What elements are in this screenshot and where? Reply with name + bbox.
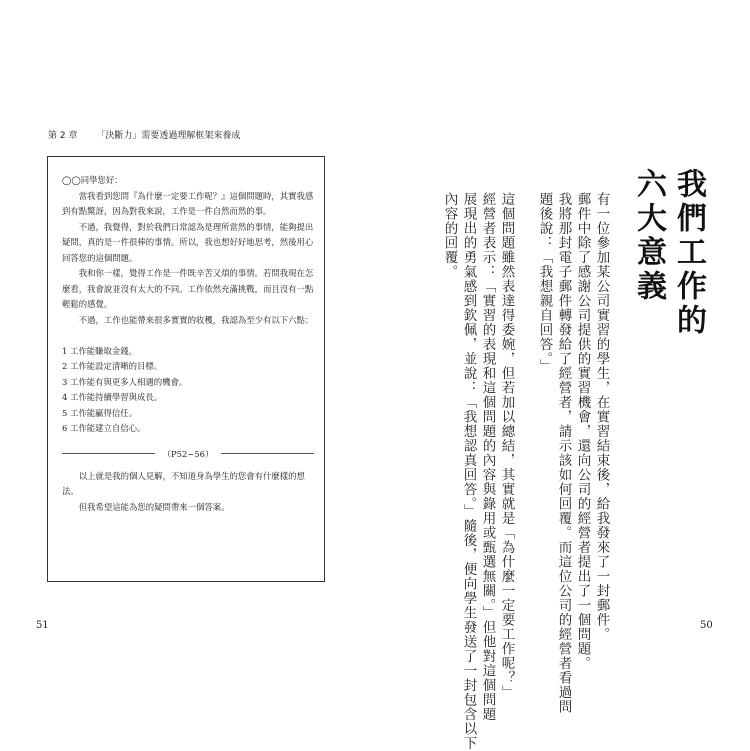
body-column: 我將那封電子郵件轉發給了經營者，請示該如何回覆。而這位公司的經營者看過問 xyxy=(555,192,572,714)
letter-paragraph: 當我看到您問『為什麼一定要工作呢？』這個問題時，其實我感到有點驚訝，因為對我來說，工作是一件自然而然的事。 xyxy=(62,190,314,216)
body-column: 有一位參加某公司實習的學生，在實習結束後，給我發來了一封郵件。 xyxy=(593,192,610,642)
letter-closing: 但我希望這能為您的疑問帶來一個答案。 xyxy=(78,501,230,512)
body-column: 經營者表示：「實習的表現和這個問題的內容與錄用或甄選無關。」但他對這個問題 xyxy=(479,192,496,722)
letter-closing: 以上就是我的個人見解，不知道身為學生的您會有什麼樣的想法。 xyxy=(62,470,305,496)
title-line: 我們工作的 xyxy=(671,168,706,338)
list-item: 3 工作能有與更多人相遇的機會。 xyxy=(62,376,188,387)
letter-paragraph: 我和你一樣，覺得工作是一件既辛苦又煩的事情。若問我現在怎麼看，我會說並沒有太大的不同。工作依然充滿挑戰，而且沒有一點輕鬆的感覺。 xyxy=(62,268,314,309)
list-item: 2 工作能設定清晰的目標。 xyxy=(62,361,163,371)
body-column: 展現出的勇氣感到欽佩，並說：「我想認真回答。」隨後，便向學生發送了一封包含以下 xyxy=(460,192,477,751)
letter-content xyxy=(62,173,314,515)
body-column: 題後說：「我想親自回答。」 xyxy=(536,192,553,374)
running-header xyxy=(48,128,240,141)
list-item: 5 工作能贏得信任。 xyxy=(62,407,137,418)
letter-box xyxy=(47,156,325,582)
letter-paragraph: 不過，我覺得，對於我們日常認為是理所當然的事情，能夠提出疑問，真的是一件很棒的事情。所以，我也想好好地思考，然後用心回答您的這個問題。 xyxy=(62,221,314,263)
list-item: 4 工作能持續學習與成長。 xyxy=(62,392,163,402)
title-line: 六大意義 xyxy=(631,168,666,304)
section-title xyxy=(628,168,708,338)
list-item: 6 工作能建立自信心。 xyxy=(62,423,146,433)
page-reference-divider xyxy=(62,447,314,459)
chapter-number: 第 2 章 xyxy=(48,131,78,141)
page-reference: （P52~56） xyxy=(155,449,222,459)
body-column: 這個問題雖然表達得委婉，但若加以總結，其實就是「為什麼一定要工作呢？」 xyxy=(498,192,515,700)
page-number-right: 50 xyxy=(700,620,713,631)
letter-salutation: ◯◯同學您好： xyxy=(62,175,123,185)
list-item: 1 工作能賺取金錢。 xyxy=(62,345,137,356)
meaning-list xyxy=(62,344,314,437)
body-column: 內容的回覆。 xyxy=(441,192,458,279)
chapter-title: 「決斷力」需要透過理解框架來養成 xyxy=(96,131,241,141)
letter-paragraph: 不過，工作也能帶來很多實實的收穫，我認為至少有以下六點： xyxy=(78,314,314,325)
page-number-left: 51 xyxy=(36,620,49,631)
body-column: 郵件中除了感謝公司提供的實習機會，還向公司的經營者提出了一個問題。 xyxy=(574,192,591,671)
